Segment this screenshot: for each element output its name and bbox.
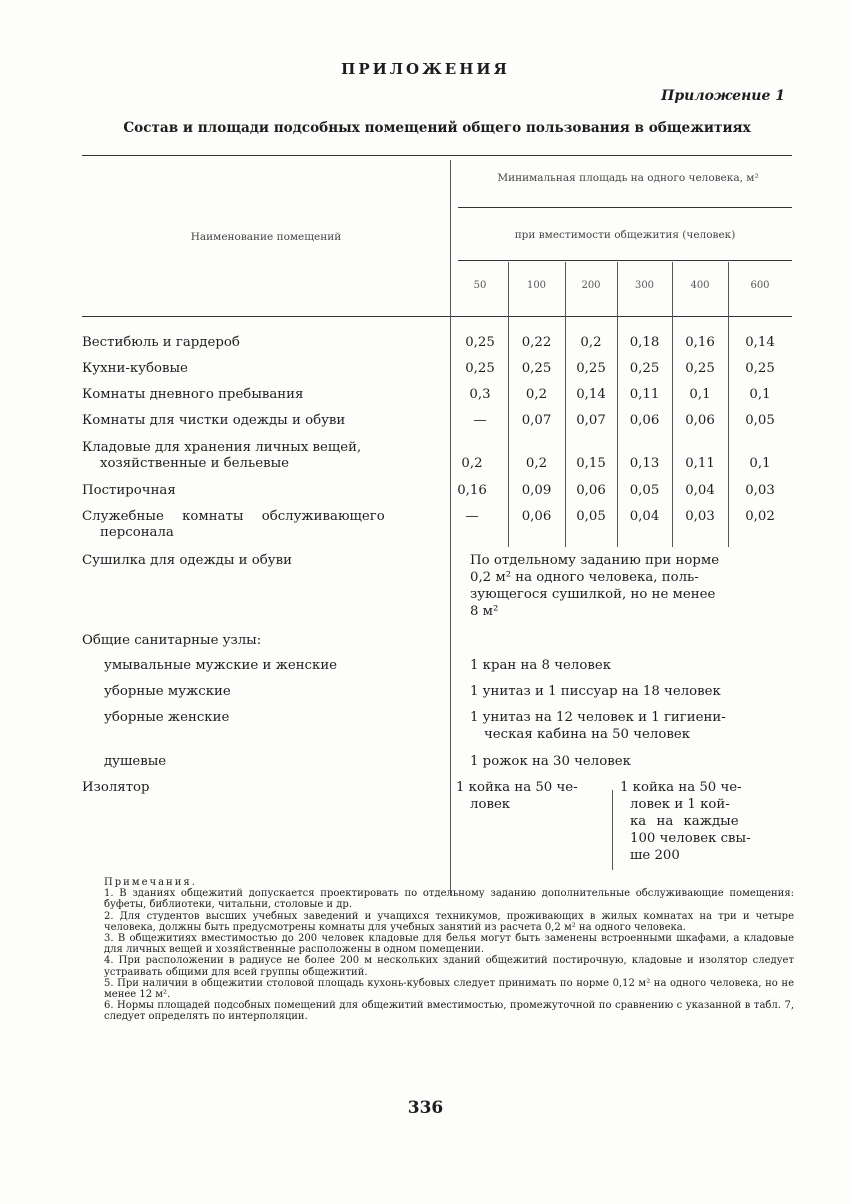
row-dryer-text-line1: По отдельному заданию при норме: [470, 553, 720, 568]
row-staff-name-line2: персонала: [100, 525, 174, 540]
note-1: 1. В зданиях общежитий допускается проектировать по отдельному заданию дополнительные обслуживающие помещения: буфеты, библиотеки, читальни, столовые и др.: [104, 888, 794, 911]
row-vestibule-v50: 0,25: [465, 335, 495, 350]
section-title: ПРИЛОЖЕНИЯ: [341, 60, 510, 78]
row-vestibule-v200: 0,2: [580, 335, 602, 350]
row-staff-v50: —: [465, 509, 479, 524]
row-storage-name-line2: хозяйственные и бельевые: [100, 456, 290, 471]
row-dryer-text-line4: 8 м²: [470, 604, 499, 619]
sanitary-women-text-line1: 1 унитаз на 12 человек и 1 гигиени-: [470, 710, 726, 725]
row-laundry-v600: 0,03: [745, 483, 775, 498]
row-vestibule-name: Вестибюль и гардероб: [82, 335, 240, 350]
row-dryer-name: Сушилка для одежды и обуви: [82, 553, 292, 568]
header-rule-2: [458, 260, 792, 261]
row-storage-v200: 0,15: [576, 456, 606, 471]
row-staff-v300: 0,04: [629, 509, 660, 524]
sanitary-showers-text: 1 рожок на 30 человек: [470, 754, 631, 769]
row-storage-v100: 0,2: [525, 456, 548, 471]
row-laundry-v100: 0,09: [521, 483, 552, 498]
row-dayroom-v600: 0,1: [749, 387, 771, 402]
row-kitchens-v600: 0,25: [745, 361, 775, 376]
capacity-600: 600: [750, 280, 770, 291]
isolator-right-line5: ше 200: [630, 848, 680, 863]
row-cleaning-v100: 0,07: [521, 413, 552, 428]
note-5: 5. При наличии в общежитии столовой площадь кухонь-кубовых следует принимать по норме 0,12 м² на одного человека, но не менее 12 м².: [104, 977, 794, 1001]
capacity-200: 200: [581, 280, 601, 291]
row-isolator-name: Изолятор: [82, 780, 150, 795]
row-staff-v200: 0,05: [576, 509, 606, 524]
note-4: 4. При расположении в радиусе не более 200 м нескольких зданий общежитий постирочную, кладовые и изолятор следует устраивать общими для всей группы общежитий.: [104, 955, 794, 978]
isolator-right-line4: 100 человек свы-: [630, 831, 751, 846]
row-kitchens-v400: 0,25: [685, 361, 715, 376]
row-dayroom-v400: 0,1: [689, 387, 711, 402]
header-min-area: Минимальная площадь на одного человека, м²: [497, 172, 759, 184]
row-kitchens-v300: 0,25: [629, 361, 660, 376]
sanitary-men-name: уборные мужские: [104, 684, 231, 699]
isolator-left-line2: ловек: [470, 797, 511, 812]
col-sep-3: [617, 262, 618, 547]
row-cleaning-v200: 0,07: [576, 413, 606, 428]
notes-title: Примечания.: [104, 877, 197, 888]
row-laundry-v50: 0,16: [457, 483, 487, 498]
row-laundry-v200: 0,06: [576, 483, 606, 498]
row-vestibule-v600: 0,14: [745, 335, 775, 350]
row-staff-v600: 0,02: [745, 509, 775, 524]
row-cleaning-v400: 0,06: [685, 413, 715, 428]
note-2: 2. Для студентов высших учебных заведений и учащихся техникумов, проживающих в жилых комнатах на три и четыре человека, должны быть предусмотрены комнаты для учебных занятий из расчета 0,2 м² на одного человека.: [104, 910, 794, 933]
sanitary-showers-name: душевые: [104, 754, 167, 769]
row-storage-v600: 0,1: [749, 456, 771, 471]
note-6: 6. Нормы площадей подсобных помещений для общежитий вместимостью, промежуточной по сравнению с указанной в табл. 7, следует определять по интерполяции.: [104, 1000, 794, 1023]
row-kitchens-v100: 0,25: [521, 361, 552, 376]
row-cleaning-v300: 0,06: [629, 413, 660, 428]
capacity-300: 300: [634, 280, 655, 291]
header-bottom-rule: [82, 316, 792, 317]
capacity-100: 100: [526, 280, 547, 291]
sanitary-men-text: 1 унитаз и 1 писсуар на 18 человек: [470, 684, 721, 699]
col-sep-5: [728, 262, 729, 547]
capacity-50: 50: [473, 280, 487, 291]
row-vestibule-v400: 0,16: [685, 335, 715, 350]
row-dayroom-v200: 0,14: [576, 387, 606, 402]
row-dayroom-v50: 0,3: [469, 387, 491, 402]
row-storage-v400: 0,11: [685, 456, 715, 471]
row-dayroom-name: Комнаты дневного пребывания: [82, 387, 304, 402]
row-cleaning-name: Комнаты для чистки одежды и обуви: [82, 413, 346, 428]
isolator-right-line2: ловек и 1 кой-: [630, 797, 730, 812]
row-storage-name-line1: Кладовые для хранения личных вещей,: [82, 440, 362, 455]
sanitary-women-text-line2: ческая кабина на 50 человек: [484, 727, 691, 742]
notes-block: [104, 877, 794, 1023]
header-rule-1: [458, 207, 792, 208]
row-dryer-text-line2: 0,2 м² на одного человека, поль-: [470, 570, 699, 585]
row-kitchens-name: Кухни-кубовые: [82, 361, 188, 376]
appendix-number: Приложение 1: [661, 88, 785, 104]
page-number: 336: [407, 1098, 444, 1118]
table-title: Состав и площади подсобных помещений общего пользования в общежитиях: [123, 120, 751, 136]
row-laundry-v300: 0,05: [629, 483, 660, 498]
row-staff-name-line1: Служебные комнаты обслуживающего: [82, 509, 385, 524]
name-column-separator: [450, 160, 451, 895]
row-storage-v300: 0,13: [629, 456, 660, 471]
capacity-400: 400: [690, 280, 710, 291]
row-dryer-text-line3: зующегося сушилкой, но не менее: [470, 587, 716, 602]
col-sep-4: [672, 262, 673, 547]
sanitary-title: Общие санитарные узлы:: [82, 633, 262, 648]
header-capacity: при вместимости общежития (человек): [514, 229, 736, 241]
sanitary-washrooms-name: умывальные мужские и женские: [104, 658, 338, 673]
isolator-right-line3: ка на каждые: [630, 814, 739, 829]
row-storage-v50: 0,2: [461, 456, 483, 471]
row-kitchens-v200: 0,25: [576, 361, 606, 376]
table-top-rule: [82, 155, 792, 156]
sanitary-washrooms-text: 1 кран на 8 человек: [470, 658, 612, 673]
isolator-left-line1: 1 койка на 50 че-: [456, 780, 578, 795]
row-vestibule-v100: 0,22: [521, 335, 552, 350]
row-kitchens-v50: 0,25: [465, 361, 495, 376]
row-staff-v400: 0,03: [685, 509, 715, 524]
col-sep-1: [508, 262, 509, 547]
row-dayroom-v300: 0,11: [629, 387, 660, 402]
row-staff-v100: 0,06: [521, 509, 552, 524]
row-laundry-v400: 0,04: [685, 483, 715, 498]
row-laundry-name: Постирочная: [82, 483, 176, 498]
row-cleaning-v50: —: [473, 413, 487, 428]
isolator-separator: [612, 790, 613, 870]
sanitary-women-name: уборные женские: [104, 710, 230, 725]
isolator-right-line1: 1 койка на 50 че-: [620, 780, 742, 795]
row-dayroom-v100: 0,2: [525, 387, 548, 402]
note-3: 3. В общежитиях вместимостью до 200 человек кладовые для белья могут быть заменены встроенными шкафами, а кладовые для личных вещей и хозяйственные расположены в одном помещении.: [104, 933, 794, 956]
row-cleaning-v600: 0,05: [745, 413, 775, 428]
row-vestibule-v300: 0,18: [629, 335, 660, 350]
col-sep-2: [565, 262, 566, 547]
header-name-column: Наименование помещений: [190, 231, 342, 243]
